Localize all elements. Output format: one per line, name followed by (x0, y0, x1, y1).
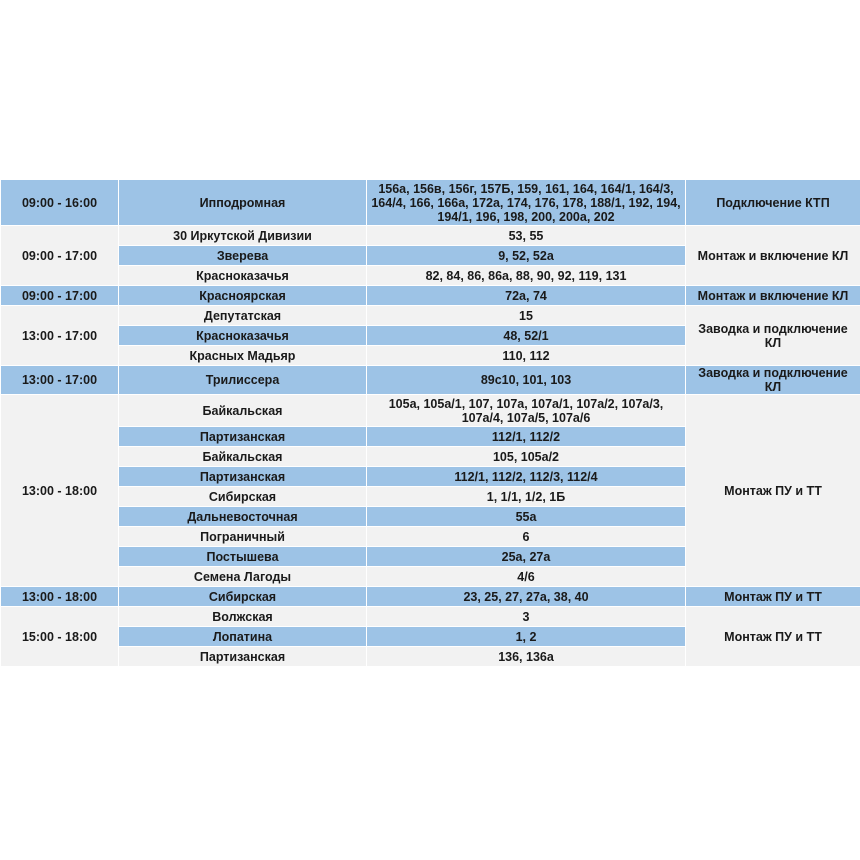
table-row (1, 226, 860, 246)
street-cell: Семена Лагоды (119, 567, 367, 587)
street-cell: Красноказачья (119, 266, 367, 286)
street-cell: Партизанская (119, 647, 367, 667)
houses-cell: 112/1, 112/2 (367, 427, 686, 447)
time-cell: 13:00 - 18:00 (1, 587, 119, 607)
street-cell: Красноказачья (119, 326, 367, 346)
street-cell: Пограничный (119, 527, 367, 547)
table-row (1, 286, 860, 306)
work-type-cell: Заводка и подключение КЛ (686, 306, 860, 366)
houses-cell: 9, 52, 52а (367, 246, 686, 266)
street-cell: Байкальская (119, 395, 367, 427)
table-row (1, 395, 860, 427)
street-cell: Байкальская (119, 447, 367, 467)
table-row (1, 366, 860, 395)
houses-cell: 15 (367, 306, 686, 326)
street-cell: Волжская (119, 607, 367, 627)
street-cell: Партизанская (119, 427, 367, 447)
street-cell: Сибирская (119, 587, 367, 607)
time-cell: 09:00 - 17:00 (1, 226, 119, 286)
work-type-cell: Монтаж ПУ и ТТ (686, 607, 860, 667)
houses-cell: 48, 52/1 (367, 326, 686, 346)
work-type-cell: Монтаж ПУ и ТТ (686, 587, 860, 607)
work-type-cell: Монтаж и включение КЛ (686, 286, 860, 306)
houses-cell: 3 (367, 607, 686, 627)
street-cell: Сибирская (119, 487, 367, 507)
houses-cell: 82, 84, 86, 86а, 88, 90, 92, 119, 131 (367, 266, 686, 286)
schedule-body (1, 180, 860, 667)
time-cell: 15:00 - 18:00 (1, 607, 119, 667)
houses-cell: 25а, 27а (367, 547, 686, 567)
time-cell: 09:00 - 16:00 (1, 180, 119, 226)
street-cell: Лопатина (119, 627, 367, 647)
street-cell: Красноярская (119, 286, 367, 306)
time-cell: 09:00 - 17:00 (1, 286, 119, 306)
work-type-cell: Заводка и подключение КЛ (686, 366, 860, 395)
work-type-cell: Подключение КТП (686, 180, 860, 226)
street-cell: Дальневосточная (119, 507, 367, 527)
houses-cell: 6 (367, 527, 686, 547)
houses-cell: 112/1, 112/2, 112/3, 112/4 (367, 467, 686, 487)
table-row (1, 607, 860, 627)
street-cell: Ипподромная (119, 180, 367, 226)
houses-cell: 105, 105а/2 (367, 447, 686, 467)
street-cell: Трилиссера (119, 366, 367, 395)
houses-cell: 156а, 156в, 156г, 157Б, 159, 161, 164, 164/1, 164/3, 164/4, 166, 166а, 172а, 174, 176, 178, 188/1, 192, 194, 194/1, 196, 198, 200, 200а, 202 (367, 180, 686, 226)
street-cell: Партизанская (119, 467, 367, 487)
street-cell: Красных Мадьяр (119, 346, 367, 366)
work-type-cell: Монтаж и включение КЛ (686, 226, 860, 286)
houses-cell: 1, 1/1, 1/2, 1Б (367, 487, 686, 507)
work-type-cell: Монтаж ПУ и ТТ (686, 395, 860, 587)
houses-cell: 55а (367, 507, 686, 527)
outage-schedule-table (0, 179, 860, 667)
houses-cell: 105а, 105а/1, 107, 107а, 107а/1, 107а/2, 107а/3, 107а/4, 107а/5, 107а/6 (367, 395, 686, 427)
houses-cell: 4/6 (367, 567, 686, 587)
houses-cell: 1, 2 (367, 627, 686, 647)
street-cell: 30 Иркутской Дивизии (119, 226, 367, 246)
time-cell: 13:00 - 17:00 (1, 306, 119, 366)
street-cell: Зверева (119, 246, 367, 266)
time-cell: 13:00 - 17:00 (1, 366, 119, 395)
street-cell: Постышева (119, 547, 367, 567)
table-row (1, 180, 860, 226)
houses-cell: 72а, 74 (367, 286, 686, 306)
houses-cell: 136, 136а (367, 647, 686, 667)
table-row (1, 587, 860, 607)
houses-cell: 89с10, 101, 103 (367, 366, 686, 395)
houses-cell: 53, 55 (367, 226, 686, 246)
table-row (1, 306, 860, 326)
houses-cell: 110, 112 (367, 346, 686, 366)
houses-cell: 23, 25, 27, 27а, 38, 40 (367, 587, 686, 607)
time-cell: 13:00 - 18:00 (1, 395, 119, 587)
street-cell: Депутатская (119, 306, 367, 326)
